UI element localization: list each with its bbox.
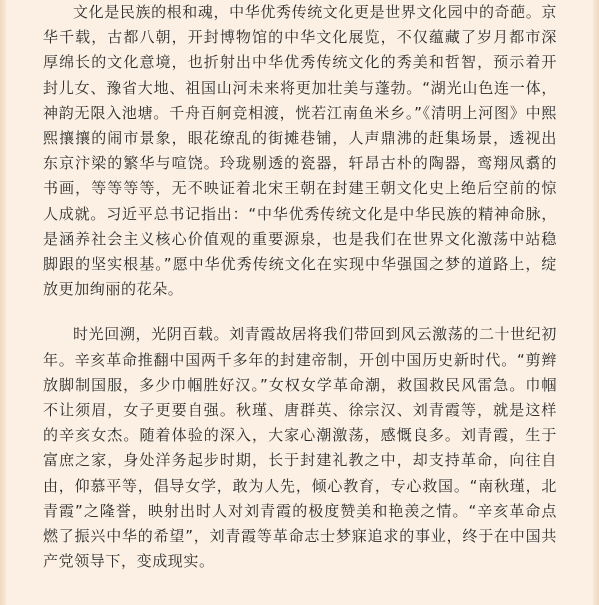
page-border-left	[0, 0, 6, 605]
article-paragraph-1: 文化是民族的根和魂，中华优秀传统文化更是世界文化园中的奇葩。京华千载，古都八朝，开封博物馆的中华文化展览，不仅蕴藏了岁月都市深厚绵长的文化意境，也折射出中华优秀传统文化的秀美和哲智，预示着开封儿女、豫省大地、祖国山河未来将更加壮美与蓬勃。“湖光山色连一体，神韵无限入池塘。千舟百舸竞相渡，恍若江南鱼米乡。”《清明上河图》中熙熙攘攘的闹市景象，眼花缭乱的街摊巷铺，人声鼎沸的赶集场景，透视出东京汴梁的繁华与喧饶。玲珑剔透的瓷器，轩昂古朴的陶器，鸾翔凤翥的书画，等等等等，无不映证着北宋王朝在封建王朝文化史上绝后空前的惊人成就。习近平总书记指出：“中华优秀传统文化是中华民族的精神命脉，是涵养社会主义核心价值观的重要源泉，也是我们在世界文化激荡中站稳脚跟的坚实根基。”愿中华优秀传统文化在实现中华强国之梦的道路上，绽放更加绚丽的花朵。	[43, 3, 557, 299]
page-border-right	[593, 0, 599, 605]
article-body	[43, 0, 557, 574]
article-paragraph-2: 时光回溯，光阴百载。刘青霞故居将我们带回到风云激荡的二十世纪初年。辛亥革命推翻中国两千多年的封建帝制，开创中国历史新时代。“剪辫放脚制国服，多少巾帼胜好汉。”女权女学革命潮，救国救民风雷急。巾帼不让须眉，女子更要自强。秋瑾、唐群英、徐宗汉、刘青霞等，就是这样的辛亥女杰。随着体验的深入，大家心潮激荡，感慨良多。刘青霞，生于富庶之家，身处洋务起步时期，长于封建礼教之中，却支持革命，向往自由，仰慕平等，倡导女学，敢为人先，倾心教育，专心救国。“南秋瑾，北青霞”之隆誉，映射出时人对刘青霞的极度赞美和艳羡之情。“辛亥革命点燃了振兴中华的希望”，刘青霞等革命志士梦寐追求的事业，终于在中国共产党领导下，变成现实。	[43, 325, 557, 571]
